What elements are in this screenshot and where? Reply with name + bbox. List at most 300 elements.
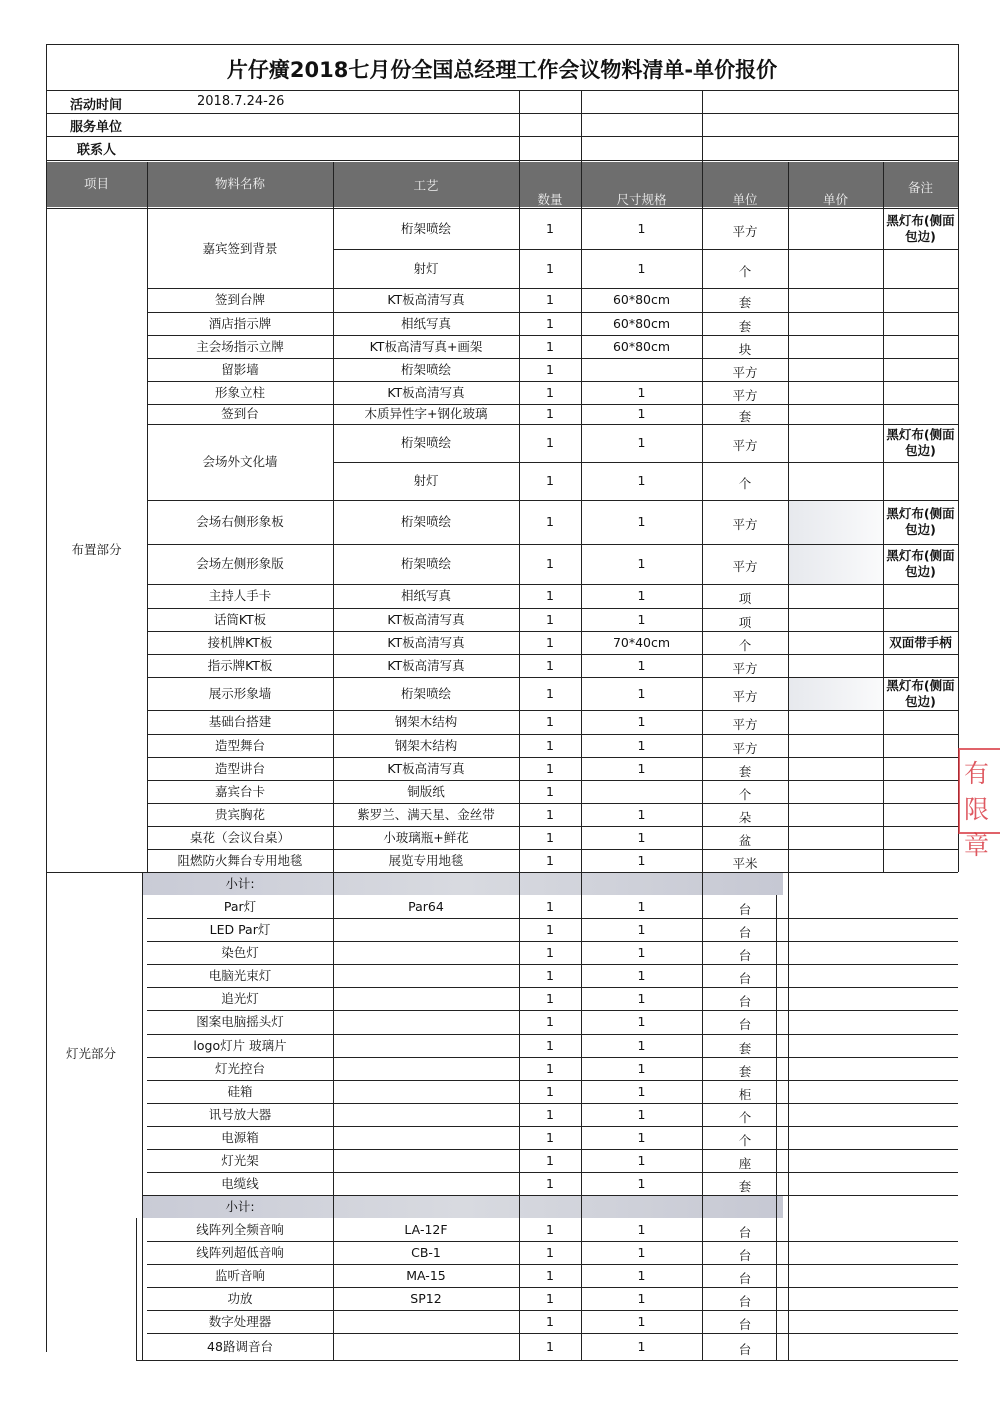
- unit-cell: 台: [738, 1293, 752, 1309]
- quantity-cell: 1: [546, 1106, 554, 1122]
- quantity-cell: 1: [546, 292, 554, 308]
- remark-cell: [883, 941, 958, 964]
- craft-cell: 射灯: [413, 260, 439, 276]
- item-name-cell: 功放: [227, 1290, 253, 1306]
- unit-cell: 平方: [732, 559, 758, 575]
- unit-price-cell: [788, 358, 883, 381]
- quantity-cell: 1: [546, 783, 554, 799]
- item-name-cell: 嘉宾台卡: [214, 783, 265, 799]
- unit-cell: 台: [738, 1017, 752, 1033]
- quantity-cell: 1: [546, 1129, 554, 1145]
- grid-line-horizontal: [46, 136, 958, 137]
- unit-cell: 台: [738, 1341, 752, 1357]
- item-name-cell: 阻燃防火舞台专用地毯: [177, 852, 303, 868]
- item-name-cell: 电缆线: [221, 1175, 259, 1191]
- item-name-cell: 桌花（会议台桌）: [189, 829, 290, 845]
- remark-cell: [883, 335, 958, 358]
- unit-price-cell: [788, 1264, 883, 1287]
- quantity-cell: 1: [546, 221, 554, 237]
- unit-cell: 柜: [738, 1086, 752, 1102]
- quantity-cell: 1: [546, 1060, 554, 1076]
- size-cell: 1: [637, 1037, 646, 1053]
- unit-cell: 平方: [732, 717, 758, 733]
- craft-cell: [333, 987, 519, 1010]
- remark-cell: [883, 1218, 958, 1241]
- unit-cell: 平方: [732, 740, 758, 756]
- craft-cell: [333, 1010, 519, 1034]
- unit-cell: 套: [738, 1040, 752, 1056]
- item-name-cell: 贵宾胸花: [214, 806, 265, 822]
- quantity-cell: 1: [546, 435, 554, 451]
- unit-cell: 套: [738, 1178, 752, 1194]
- quantity-cell: 1: [546, 556, 554, 572]
- unit-price-cell: [788, 1103, 883, 1126]
- quantity-cell: 1: [546, 406, 554, 422]
- unit-price-cell: [788, 404, 883, 424]
- unit-price-cell: [788, 1241, 883, 1264]
- quantity-cell: 1: [546, 588, 554, 604]
- craft-cell: KT板高清写真: [387, 634, 465, 650]
- craft-cell: KT板高清写真: [387, 292, 465, 308]
- quantity-cell: 1: [546, 1175, 554, 1191]
- unit-price-cell: [788, 335, 883, 358]
- remark-cell: [883, 780, 958, 803]
- craft-cell: KT板高清写真+画架: [369, 338, 483, 354]
- size-cell: 1: [637, 611, 646, 627]
- item-name-cell: 造型讲台: [214, 760, 265, 776]
- size-cell: 60*80cm: [612, 292, 671, 308]
- unit-cell: 平米: [732, 855, 758, 871]
- craft-cell: 桁架喷绘: [400, 361, 451, 377]
- grid-line-horizontal: [46, 872, 142, 873]
- remark-cell: [883, 1310, 958, 1333]
- size-cell: 1: [637, 1221, 646, 1237]
- size-cell: 1: [637, 944, 646, 960]
- remark-cell: [883, 608, 958, 631]
- remark-cell: 黑灯布(侧面包边): [886, 548, 955, 579]
- craft-cell: [333, 1149, 519, 1172]
- unit-cell: 个: [738, 786, 752, 802]
- remark-cell: [883, 1126, 958, 1149]
- quantity-cell: 1: [546, 737, 554, 753]
- remark-cell: [883, 312, 958, 335]
- item-name-cell: 嘉宾签到背景: [202, 240, 278, 256]
- item-name-cell: 讯号放大器: [208, 1106, 272, 1122]
- grid-line-vertical: [333, 162, 334, 1360]
- size-cell: 60*80cm: [612, 338, 671, 354]
- size-cell: 1: [637, 714, 646, 730]
- unit-cell: 个: [738, 1109, 752, 1125]
- unit-price-cell: [788, 1057, 883, 1080]
- unit-cell: 台: [738, 924, 752, 940]
- grid-line-vertical: [519, 162, 520, 1360]
- unit-cell: 台: [738, 1224, 752, 1240]
- unit-cell: 个: [738, 263, 752, 279]
- remark-cell: [883, 288, 958, 312]
- size-cell: 1: [637, 435, 646, 451]
- item-name-cell: 电脑光束灯: [208, 967, 272, 983]
- unit-price-cell: [788, 584, 883, 608]
- unit-cell: 台: [738, 901, 752, 917]
- event-time-label: 活动时间: [70, 98, 123, 113]
- item-name-cell: 造型舞台: [214, 737, 265, 753]
- item-name-cell: 签到台: [221, 406, 259, 422]
- item-name-cell: 主持人手卡: [208, 588, 272, 604]
- craft-cell: [333, 1080, 519, 1103]
- grid-line-vertical: [702, 90, 703, 162]
- unit-price-cell: [788, 288, 883, 312]
- quantity-cell: 1: [546, 1083, 554, 1099]
- remark-cell: [883, 1080, 958, 1103]
- header-remark: 备注: [907, 180, 933, 195]
- unit-cell: 盆: [738, 832, 752, 848]
- size-cell: 1: [637, 556, 646, 572]
- quantity-cell: 1: [546, 806, 554, 822]
- quantity-cell: 1: [546, 685, 554, 701]
- craft-cell: 相纸写真: [400, 588, 451, 604]
- quantity-cell: 1: [546, 829, 554, 845]
- item-name-cell: 基础台搭建: [208, 714, 272, 730]
- craft-cell: 桁架喷绘: [400, 435, 451, 451]
- quantity-cell: 1: [546, 1267, 554, 1283]
- grid-line-vertical: [147, 162, 148, 872]
- remark-cell: [883, 358, 958, 381]
- remark-cell: 双面带手柄: [889, 634, 952, 650]
- unit-cell: 平方: [732, 438, 758, 454]
- grid-line-horizontal: [46, 113, 958, 114]
- size-cell: 1: [637, 1290, 646, 1306]
- unit-price-cell: [788, 849, 883, 872]
- unit-cell: 套: [738, 1063, 752, 1079]
- size-cell: 1: [637, 737, 646, 753]
- remark-cell: [883, 654, 958, 677]
- remark-cell: [883, 1149, 958, 1172]
- quantity-cell: 1: [546, 760, 554, 776]
- quantity-cell: 1: [546, 315, 554, 331]
- remark-cell: [883, 895, 958, 918]
- craft-cell: LA-12F: [404, 1221, 448, 1237]
- unit-cell: 台: [738, 1316, 752, 1332]
- remark-cell: [883, 1057, 958, 1080]
- item-name-cell: 签到台牌: [214, 292, 265, 308]
- remark-cell: [883, 710, 958, 734]
- quantity-cell: 1: [546, 898, 554, 914]
- size-cell: 1: [637, 1060, 646, 1076]
- unit-price-cell: [788, 1333, 883, 1360]
- quantity-cell: 1: [546, 944, 554, 960]
- size-cell: 1: [637, 990, 646, 1006]
- size-cell: 1: [637, 1338, 646, 1354]
- craft-cell: SP12: [410, 1290, 442, 1306]
- header-craft: 工艺: [413, 178, 439, 193]
- craft-cell: [333, 1126, 519, 1149]
- page-title: 片仔癀2018七月份全国总经理工作会议物料清单-单价报价: [226, 58, 778, 82]
- remark-cell: 黑灯布(侧面包边): [886, 213, 955, 244]
- unit-cell: 平方: [732, 688, 758, 704]
- unit-cell: 平方: [732, 364, 758, 380]
- item-name-cell: 会场外文化墙: [202, 454, 278, 470]
- quantity-cell: 1: [546, 611, 554, 627]
- grid-line-horizontal: [46, 160, 958, 161]
- item-name-cell: 数字处理器: [208, 1313, 272, 1329]
- craft-cell: KT板高清写真: [387, 760, 465, 776]
- unit-cell: 块: [738, 341, 752, 357]
- craft-cell: KT板高清写真: [387, 384, 465, 400]
- unit-price-cell: [788, 757, 883, 780]
- unit-cell: 套: [738, 318, 752, 334]
- remark-cell: [883, 381, 958, 404]
- remark-cell: [883, 1333, 958, 1360]
- item-name-cell: 图案电脑摇头灯: [196, 1014, 284, 1030]
- unit-price-cell: [788, 1287, 883, 1310]
- section-label-layout: 布置部分: [71, 542, 122, 558]
- unit-cell: 套: [738, 763, 752, 779]
- item-name-cell: Par灯: [223, 898, 257, 914]
- unit-price-cell: [788, 1218, 883, 1241]
- remark-cell: [883, 987, 958, 1010]
- item-name-cell: 接机牌KT板: [207, 634, 273, 650]
- size-cell: [581, 358, 702, 381]
- craft-cell: 射灯: [413, 473, 439, 489]
- grid-line-horizontal: [147, 872, 958, 873]
- unit-price-cell: [788, 631, 883, 654]
- item-name-cell: 染色灯: [221, 944, 259, 960]
- unit-price-cell: [788, 1310, 883, 1333]
- unit-price-cell: [788, 1010, 883, 1034]
- item-name-cell: logo灯片 玻璃片: [193, 1037, 287, 1053]
- header-size: 尺寸规格: [616, 192, 667, 207]
- unit-price-cell: [788, 424, 883, 462]
- craft-cell: 紫罗兰、满天星、金丝带: [357, 806, 495, 822]
- craft-cell: 桁架喷绘: [400, 221, 451, 237]
- item-name-cell: 48路调音台: [207, 1338, 273, 1354]
- item-name-cell: LED Par灯: [209, 921, 271, 937]
- craft-cell: [333, 964, 519, 987]
- unit-price-cell: [788, 544, 883, 584]
- unit-cell: 台: [738, 1270, 752, 1286]
- craft-cell: 木质异性字+钢化玻璃: [364, 406, 488, 422]
- item-name-cell: 会场左侧形象版: [196, 556, 284, 572]
- craft-cell: 桁架喷绘: [400, 685, 451, 701]
- company-seal: 有限 章: [958, 748, 1000, 834]
- size-cell: 1: [637, 588, 646, 604]
- unit-cell: 平方: [732, 224, 758, 240]
- unit-cell: 个: [738, 637, 752, 653]
- grid-line-vertical: [883, 162, 884, 872]
- unit-price-cell: [788, 1080, 883, 1103]
- item-name-cell: 线阵列全频音响: [196, 1221, 284, 1237]
- header-unit-price: 单价: [822, 192, 848, 207]
- size-cell: 1: [637, 514, 646, 530]
- quantity-cell: 1: [546, 384, 554, 400]
- craft-cell: KT板高清写真: [387, 657, 465, 673]
- size-cell: 1: [637, 473, 646, 489]
- unit-cell: 台: [738, 947, 752, 963]
- contact-label: 联系人: [77, 143, 117, 158]
- size-cell: 1: [637, 1313, 646, 1329]
- item-name-cell: 灯光控台: [214, 1060, 265, 1076]
- unit-cell: 台: [738, 970, 752, 986]
- unit-price-cell: [788, 249, 883, 288]
- unit-price-cell: [788, 710, 883, 734]
- grid-line-vertical: [581, 90, 582, 162]
- size-cell: 60*80cm: [612, 315, 671, 331]
- size-cell: 1: [637, 1244, 646, 1260]
- grid-line-horizontal: [46, 90, 958, 91]
- craft-cell: MA-15: [406, 1267, 446, 1283]
- size-cell: 1: [637, 898, 646, 914]
- unit-price-cell: [788, 1149, 883, 1172]
- unit-cell: 项: [738, 591, 752, 607]
- craft-cell: CB-1: [411, 1244, 441, 1260]
- unit-price-cell: [788, 608, 883, 631]
- craft-cell: [333, 1057, 519, 1080]
- craft-cell: [333, 1034, 519, 1057]
- remark-cell: [883, 584, 958, 608]
- size-cell: 1: [637, 806, 646, 822]
- quantity-cell: 1: [546, 260, 554, 276]
- item-name-cell: 会场右侧形象板: [196, 514, 284, 530]
- remark-cell: [883, 1264, 958, 1287]
- remark-cell: [883, 1034, 958, 1057]
- size-cell: 1: [637, 406, 646, 422]
- size-cell: 1: [637, 384, 646, 400]
- quantity-cell: 1: [546, 514, 554, 530]
- remark-cell: [883, 1103, 958, 1126]
- quantity-cell: 1: [546, 852, 554, 868]
- unit-price-cell: [788, 312, 883, 335]
- craft-cell: [333, 1310, 519, 1333]
- craft-cell: 展览专用地毯: [388, 852, 464, 868]
- unit-price-cell: [788, 462, 883, 500]
- unit-cell: 台: [738, 993, 752, 1009]
- unit-price-cell: [788, 826, 883, 849]
- craft-cell: 钢架木结构: [394, 714, 458, 730]
- size-cell: 1: [637, 921, 646, 937]
- header-project: 项目: [83, 176, 109, 191]
- item-name-cell: 留影墙: [221, 361, 259, 377]
- craft-cell: 桁架喷绘: [400, 514, 451, 530]
- size-cell: 1: [637, 1083, 646, 1099]
- unit-cell: 平方: [732, 660, 758, 676]
- craft-cell: 铜版纸: [407, 783, 445, 799]
- size-cell: 1: [637, 829, 646, 845]
- quantity-cell: 1: [546, 1221, 554, 1237]
- quantity-cell: 1: [546, 473, 554, 489]
- unit-price-cell: [788, 964, 883, 987]
- craft-cell: KT板高清写真: [387, 611, 465, 627]
- quantity-cell: 1: [546, 1313, 554, 1329]
- quantity-cell: 1: [546, 634, 554, 650]
- remark-cell: [883, 918, 958, 941]
- remark-cell: [883, 849, 958, 872]
- quantity-cell: 1: [546, 1152, 554, 1168]
- grid-line-vertical: [702, 162, 703, 1360]
- remark-cell: [883, 803, 958, 826]
- craft-cell: [333, 1172, 519, 1195]
- grid-line-vertical: [136, 1218, 137, 1360]
- unit-price-cell: [788, 209, 883, 249]
- item-name-cell: 线阵列超低音响: [196, 1244, 284, 1260]
- grid-line-horizontal: [147, 1195, 958, 1196]
- unit-cell: 座: [738, 1155, 752, 1171]
- quantity-cell: 1: [546, 990, 554, 1006]
- service-unit-label: 服务单位: [70, 120, 123, 135]
- quantity-cell: 1: [546, 1244, 554, 1260]
- item-name-cell: 展示形象墙: [208, 685, 272, 701]
- remark-cell: [883, 1172, 958, 1195]
- size-cell: 1: [637, 1152, 646, 1168]
- remark-cell: [883, 249, 958, 288]
- unit-cell: 个: [738, 1132, 752, 1148]
- unit-cell: 台: [738, 1247, 752, 1263]
- header-item-name: 物料名称: [214, 176, 265, 191]
- grid-line-vertical: [788, 162, 789, 1360]
- unit-price-cell: [788, 803, 883, 826]
- item-name-cell: 电源箱: [221, 1129, 259, 1145]
- unit-cell: 项: [738, 614, 752, 630]
- unit-price-cell: [788, 1126, 883, 1149]
- size-cell: 1: [637, 260, 646, 276]
- craft-cell: 相纸写真: [400, 315, 451, 331]
- unit-price-cell: [788, 780, 883, 803]
- size-cell: 1: [637, 1129, 646, 1145]
- quantity-cell: 1: [546, 967, 554, 983]
- unit-price-cell: [788, 1034, 883, 1057]
- quantity-cell: 1: [546, 338, 554, 354]
- size-cell: 1: [637, 1014, 646, 1030]
- size-cell: 1: [637, 1175, 646, 1191]
- craft-cell: [333, 941, 519, 964]
- remark-cell: [883, 1010, 958, 1034]
- item-name-cell: 追光灯: [221, 990, 259, 1006]
- unit-price-cell: [788, 941, 883, 964]
- item-name-cell: 话筒KT板: [213, 611, 267, 627]
- grid-line-vertical: [519, 90, 520, 162]
- quantity-cell: 1: [546, 1014, 554, 1030]
- unit-price-cell: [788, 1172, 883, 1195]
- unit-price-cell: [788, 500, 883, 544]
- item-name-cell: 硅箱: [227, 1083, 253, 1099]
- craft-cell: 小玻璃瓶+鲜花: [383, 829, 469, 845]
- craft-cell: [333, 1333, 519, 1360]
- remark-cell: 黑灯布(侧面包边): [886, 677, 955, 709]
- remark-cell: [883, 1241, 958, 1264]
- quantity-cell: 1: [546, 714, 554, 730]
- remark-cell: [883, 757, 958, 780]
- unit-price-cell: [788, 895, 883, 918]
- size-cell: 1: [637, 967, 646, 983]
- quantity-cell: 1: [546, 657, 554, 673]
- quantity-cell: 1: [546, 921, 554, 937]
- section-label-lighting: 灯光部分: [65, 1046, 116, 1062]
- remark-cell: [883, 404, 958, 424]
- unit-cell: 朵: [738, 809, 752, 825]
- unit-price-cell: [788, 654, 883, 677]
- size-cell: 1: [637, 685, 646, 701]
- remark-cell: [883, 826, 958, 849]
- grid-line-horizontal: [333, 462, 958, 463]
- grid-line-horizontal: [46, 208, 958, 209]
- item-name-cell: 形象立柱: [214, 384, 265, 400]
- event-time-value: 2018.7.24-26: [197, 94, 285, 109]
- quantity-cell: 1: [546, 1037, 554, 1053]
- remark-cell: [883, 1287, 958, 1310]
- grid-line-horizontal: [333, 249, 958, 250]
- remark-cell: [883, 462, 958, 500]
- unit-cell: 平方: [732, 387, 758, 403]
- size-cell: 1: [637, 1106, 646, 1122]
